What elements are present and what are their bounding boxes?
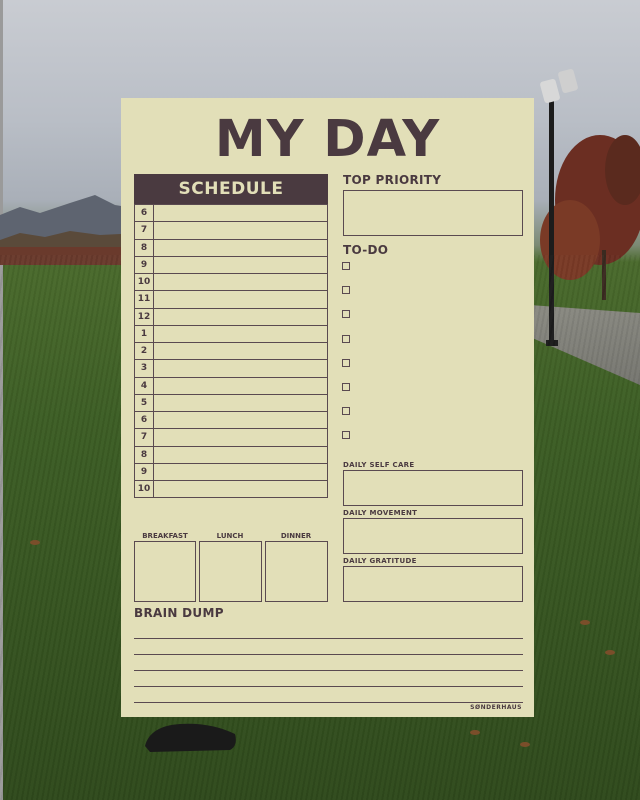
schedule-slot[interactable] bbox=[154, 309, 327, 325]
schedule-slot[interactable] bbox=[154, 222, 327, 238]
schedule-slot[interactable] bbox=[154, 464, 327, 480]
todo-checkbox[interactable] bbox=[342, 431, 350, 439]
schedule-row[interactable] bbox=[135, 256, 327, 273]
planner-sheet bbox=[121, 98, 534, 717]
todo-item[interactable] bbox=[342, 335, 350, 359]
schedule-slot[interactable] bbox=[154, 205, 327, 221]
schedule-slot[interactable] bbox=[154, 360, 327, 376]
page-title: MY DAY bbox=[214, 110, 441, 169]
schedule-row[interactable] bbox=[135, 221, 327, 238]
gratitude-box[interactable] bbox=[343, 566, 523, 602]
todo-checkbox[interactable] bbox=[342, 262, 350, 270]
brain-dump-line bbox=[134, 702, 523, 703]
brain-dump-line bbox=[134, 670, 523, 671]
schedule-row[interactable] bbox=[135, 204, 327, 221]
todo-item[interactable] bbox=[342, 262, 350, 286]
top-priority-title: TOP PRIORITY bbox=[343, 173, 442, 187]
schedule-slot[interactable] bbox=[154, 240, 327, 256]
schedule-slot[interactable] bbox=[154, 343, 327, 359]
schedule-slot[interactable] bbox=[154, 378, 327, 394]
schedule-hour: 10 bbox=[135, 274, 154, 290]
self-care-title: DAILY SELF CARE bbox=[343, 461, 415, 469]
schedule-row[interactable] bbox=[135, 446, 327, 463]
brand-label: SØNDERHAUS bbox=[470, 704, 522, 711]
leaf bbox=[30, 540, 40, 545]
schedule-row[interactable] bbox=[135, 308, 327, 325]
schedule-slot[interactable] bbox=[154, 395, 327, 411]
dinner-box[interactable] bbox=[265, 541, 328, 602]
breakfast-box[interactable] bbox=[134, 541, 196, 602]
schedule-hour: 5 bbox=[135, 395, 154, 411]
todo-title: TO-DO bbox=[343, 243, 389, 257]
brain-dump-line bbox=[134, 686, 523, 687]
todo-item[interactable] bbox=[342, 286, 350, 310]
movement-title: DAILY MOVEMENT bbox=[343, 509, 418, 517]
schedule-slot[interactable] bbox=[154, 447, 327, 463]
schedule-rows bbox=[134, 204, 328, 498]
schedule-hour: 6 bbox=[135, 412, 154, 428]
leaf bbox=[470, 730, 480, 735]
todo-item[interactable] bbox=[342, 310, 350, 334]
todo-checkbox[interactable] bbox=[342, 359, 350, 367]
todo-checkbox[interactable] bbox=[342, 310, 350, 318]
movement-box[interactable] bbox=[343, 518, 523, 554]
schedule-row[interactable] bbox=[135, 394, 327, 411]
schedule-row[interactable] bbox=[135, 480, 327, 497]
meal-label-lunch: LUNCH bbox=[216, 532, 244, 540]
brain-dump-line bbox=[134, 654, 523, 655]
schedule-row[interactable] bbox=[135, 377, 327, 394]
schedule-slot[interactable] bbox=[154, 481, 327, 497]
schedule-row[interactable] bbox=[135, 428, 327, 445]
todo-checkbox[interactable] bbox=[342, 286, 350, 294]
schedule-row[interactable] bbox=[135, 342, 327, 359]
todo-item[interactable] bbox=[342, 359, 350, 383]
schedule-hour: 3 bbox=[135, 360, 154, 376]
meal-label-breakfast: BREAKFAST bbox=[142, 532, 188, 540]
schedule-hour: 9 bbox=[135, 464, 154, 480]
schedule-slot[interactable] bbox=[154, 326, 327, 342]
schedule-slot[interactable] bbox=[154, 291, 327, 307]
schedule-hour: 8 bbox=[135, 447, 154, 463]
todo-list bbox=[342, 262, 350, 456]
brain-dump-line bbox=[134, 638, 523, 639]
todo-item[interactable] bbox=[342, 407, 350, 431]
schedule-slot[interactable] bbox=[154, 257, 327, 273]
schedule-slot[interactable] bbox=[154, 412, 327, 428]
leaf bbox=[520, 742, 530, 747]
schedule-hour: 7 bbox=[135, 429, 154, 445]
brain-dump-title: BRAIN DUMP bbox=[134, 606, 224, 620]
schedule-hour: 11 bbox=[135, 291, 154, 307]
schedule-hour: 1 bbox=[135, 326, 154, 342]
schedule-hour: 12 bbox=[135, 309, 154, 325]
schedule-row[interactable] bbox=[135, 463, 327, 480]
schedule-row[interactable] bbox=[135, 359, 327, 376]
schedule-row[interactable] bbox=[135, 239, 327, 256]
schedule-row[interactable] bbox=[135, 273, 327, 290]
schedule-hour: 4 bbox=[135, 378, 154, 394]
schedule-header: SCHEDULE bbox=[134, 174, 328, 204]
lunch-box[interactable] bbox=[199, 541, 262, 602]
todo-checkbox[interactable] bbox=[342, 335, 350, 343]
schedule-row[interactable] bbox=[135, 325, 327, 342]
todo-item[interactable] bbox=[342, 383, 350, 407]
meal-label-dinner: DINNER bbox=[280, 532, 312, 540]
schedule-section bbox=[134, 174, 328, 498]
leaf bbox=[605, 650, 615, 655]
todo-item[interactable] bbox=[342, 431, 350, 455]
schedule-slot[interactable] bbox=[154, 429, 327, 445]
schedule-hour: 9 bbox=[135, 257, 154, 273]
schedule-row[interactable] bbox=[135, 411, 327, 428]
todo-checkbox[interactable] bbox=[342, 407, 350, 415]
gratitude-title: DAILY GRATITUDE bbox=[343, 557, 417, 565]
schedule-hour: 7 bbox=[135, 222, 154, 238]
schedule-row[interactable] bbox=[135, 290, 327, 307]
top-priority-box[interactable] bbox=[343, 190, 523, 236]
schedule-slot[interactable] bbox=[154, 274, 327, 290]
shoe-illustration bbox=[140, 716, 240, 756]
todo-checkbox[interactable] bbox=[342, 383, 350, 391]
schedule-hour: 10 bbox=[135, 481, 154, 497]
self-care-box[interactable] bbox=[343, 470, 523, 506]
schedule-hour: 2 bbox=[135, 343, 154, 359]
schedule-hour: 6 bbox=[135, 205, 154, 221]
leaf bbox=[580, 620, 590, 625]
schedule-hour: 8 bbox=[135, 240, 154, 256]
